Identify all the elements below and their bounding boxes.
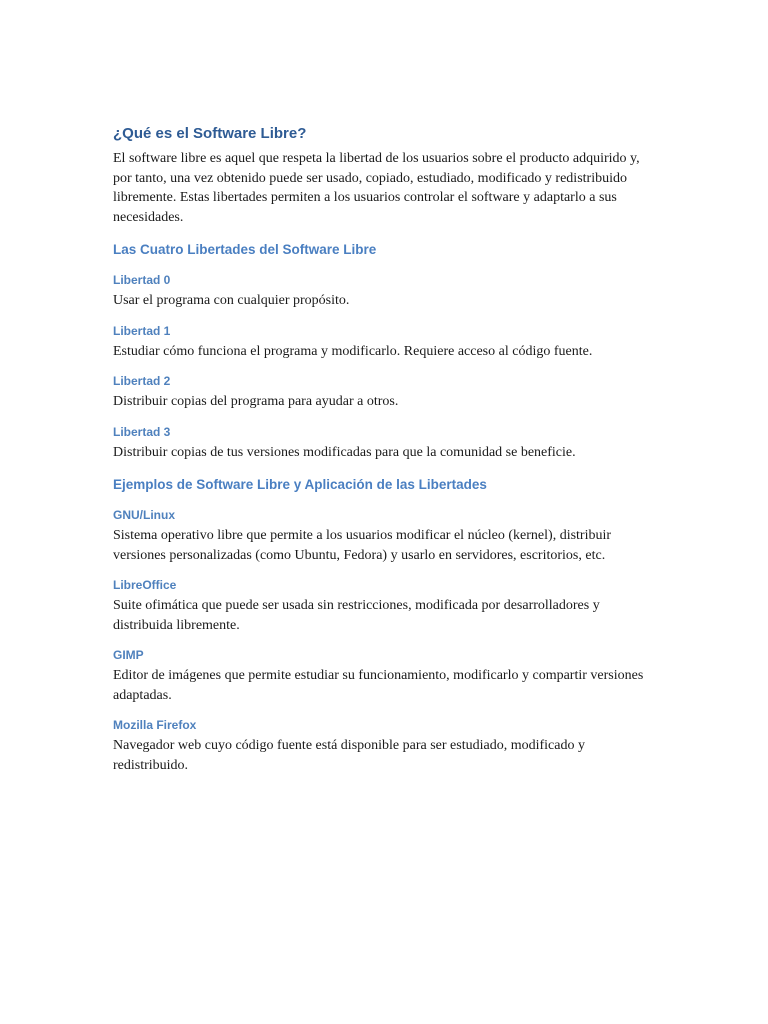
page-title: ¿Qué es el Software Libre? [113, 125, 307, 142]
freedom-item [113, 271, 653, 311]
example-item [113, 646, 653, 705]
example-text: Suite ofimática que puede ser usada sin restricciones, modificada por desarrolladores y distribuida libremente. [113, 598, 600, 633]
example-text: Editor de imágenes que permite estudiar su funcionamiento, modificarlo y compartir versiones adaptadas. [113, 668, 644, 703]
freedom-text: Distribuir copias de tus versiones modificadas para que la comunidad se beneficie. [113, 444, 576, 460]
example-text: Navegador web cuyo código fuente está disponible para ser estudiado, modificado y redistribuido. [113, 738, 585, 773]
freedom-text: Distribuir copias del programa para ayudar a otros. [113, 394, 399, 409]
example-item [113, 506, 653, 565]
example-item [113, 716, 653, 775]
freedom-item [113, 322, 653, 362]
document-page [113, 124, 653, 786]
freedom-item [113, 423, 653, 463]
freedoms-heading: Las Cuatro Libertades del Software Libre [113, 242, 377, 257]
example-item [113, 576, 653, 635]
freedom-text: Usar el programa con cualquier propósito. [113, 293, 350, 308]
freedom-text: Estudiar cómo funciona el programa y modificarlo. Requiere acceso al código fuente. [113, 343, 593, 359]
examples-heading: Ejemplos de Software Libre y Aplicación de las Libertades [113, 477, 487, 492]
example-text: Sistema operativo libre que permite a los usuarios modificar el núcleo (kernel), distribuir versiones personalizadas (como Ubuntu, Fedora) y usarlo en servidores, escritorios, etc. [113, 528, 612, 563]
freedom-title: Libertad 2 [113, 374, 171, 388]
example-title: GNU/Linux [113, 508, 175, 522]
freedom-title: Libertad 0 [113, 273, 171, 287]
example-title: Mozilla Firefox [113, 718, 197, 732]
intro-paragraph: El software libre es aquel que respeta la libertad de los usuarios sobre el producto adquirido y, por tanto, una vez obtenido puede ser usado, copiado, estudiado, modificado y redistribuido libremente. Estas libertades permiten a los usuarios controlar el software y adaptarlo a sus necesidades. [113, 151, 640, 225]
freedom-item [113, 372, 653, 412]
freedom-title: Libertad 3 [113, 424, 171, 439]
example-title: GIMP [113, 648, 144, 662]
freedom-title: Libertad 1 [113, 323, 171, 338]
example-title: LibreOffice [113, 578, 177, 592]
